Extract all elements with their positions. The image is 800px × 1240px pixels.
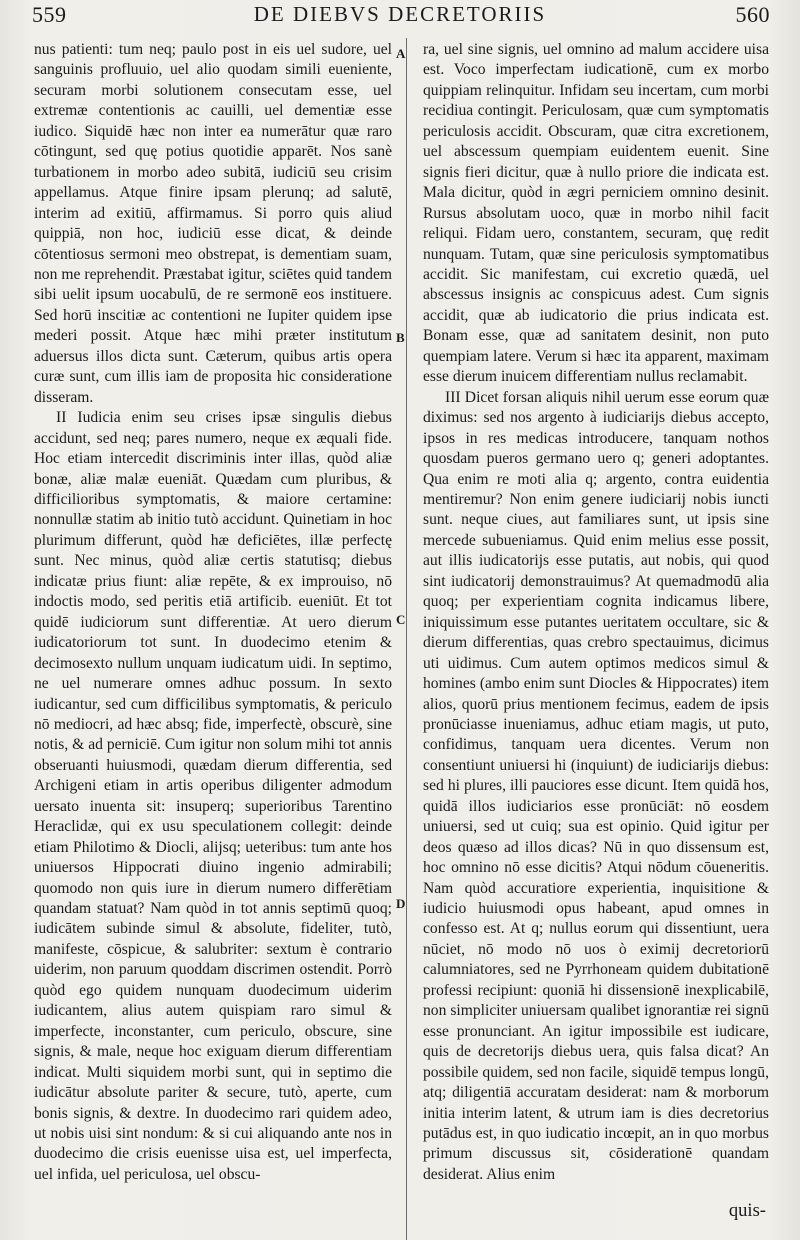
- left-column: [34, 40, 392, 1185]
- margin-marker-c: C: [396, 612, 406, 627]
- right-paragraph-1: ra, uel sine signis, uel omnino ad malum accidere uisa est. Voco imperfectam iudicationē, cum ex morbo quippiam relinquitur. Infidam seu incertam, cum morbi recidiua contingit. Periculosam, quæ cum symptomatis periculosis accidit. Obscuram, quæ citra excretionem, uel abscessum quempiam euidentem euenit. Sine signis fieri dicitur, quæ à nullo priore die indicata est. Mala dicitur, quòd in ægri perniciem omnino desinit. Rursus absolutam uoco, quæ in morbo nihil facit reliqui. Fidam uero, constantem, securam, quę redit nunquam. Tutam, quæ sine periculosis symptomatibus accidit. Sic manifestam, cui excretio quædā, uel abscessus insignis ac conspicuus adest. Cum signis accidit, quæ ab iudicatorio die prius indicata est. Bonam esse, quæ ad sanitatem desinit, non puto quempiam latere. Verum si hæc ita apparent, maximam esse dierum inuicem differentiam nullus reclamabit.: [423, 41, 769, 386]
- left-paragraph-1: nus patienti: tum neq; paulo post in eis uel sudore, uel sanguinis profluuio, uel alio quodam simili eueniente, securam morbi solutionem consecutam esse, uel extremæ contentionis ac cauilli, uel dementiæ esse iudico. Siquidē hæc non inter ea numerātur quæ raro cōtingunt, sed quę potius quotidie apparēt. Nos sanè turbationem in morbo adeo subitā, iudiciū seu crisim appellamus. Atque finire ipsam plerunq; ad salutē, interim ad exitiū, affirmamus. Si porro quis aliud quippiā, non hoc, iudiciū esse dicat, & deinde cōtentiosus sermoni meo obstrepat, is dementiam suam, non me reprehendit. Præstabat igitur, sciētes quid tandem sibi uelit ipsum uocabulū, de re sermonē eos instituere. Sed horū inscitiæ ac contentioni ne Iupiter quidem ipse mederi possit. Atque hæc mihi præter institutum aduersus illos dicta sunt. Cæterum, quibus artis opera curæ sunt, cum illis iam de proposita hic consideratione disseram.: [34, 41, 392, 406]
- left-paragraph-2: II Iudicia enim seu crises ipsæ singulis diebus accidunt, sed neq; pares numero, neque ex æquali fide. Hoc etiam intercedit discriminis inter illas, quòd aliæ bonæ, aliæ malæ eueniāt. Quædam cum pluribus, & difficilioribus symptomatis, & maiore certamine: nonnullæ statim ab initio tutò accidunt. Quinetiam in hoc plurimum differunt, quòd hæ deficiētes, illæ perfectę sunt. Nec minus, quòd aliæ certis statutisq; diebus indicatæ prius fiunt: aliæ repēte, & ex improuiso, nō indoctis modo, sed peritis etiā artificib. eueniūt. Et tot quidē iudiciorum sunt differentiæ. At uero dierum iudicatoriorum tot sunt. In duodecimo etenim & decimosexto nullum unquam iudicatum uidi. In septimo, ne uel numerare omnes adhuc possum. In sexto iudicantur, sed cum difficilibus symptomatis, & periculo nō mediocri, ad hæc absq; fide, imperfectè, obscurè, sine notis, & ad perniciē. Cum igitur non solum mihi tot annis obseruanti huiusmodi, quædam dierum differentia, sed Archigeni etiam in artis operibus diligenter admodum uersato inuenta sit: insuperq; superioribus Tarentino Heraclidæ, qui ex usu speculationem collegit: deinde etiam Philotimo & Diocli, alijsq; ueteribus: tum ante hos uniuersos Hippocrati diuino ingenio admirabili; quomodo non quis iure in dierum numero differētiam quandam statuat? Nam quòd in tot annis septimū quoq; iudicātem subinde simul & absolute, fideliter, tutò, manifeste, cōspicue, & salubriter: sextum è contrario uiderim, non paruum quoddam discrimen ostendit. Porrò quòd ego quidem nunquam duodecimum uiderim iudicantem, alius autem quispiam raro simul & imperfecte, inconstanter, cum periculo, obscure, sine signis, & male, neque hoc exiguam dierum differentiam indicat. Multi siquidem morbi sunt, qui in septimo die iudicātur absolute pariter & secure, tutò, aperte, cum bonis signis, & dextre. In duodecimo rari quidem adeo, ut nobis uisi sint nondum: & si cui aliquando ante nos in duodecimo die crisis euenisse uisa est, uel imperfecta, uel infida, uel periculosa, uel obscu-: [34, 409, 392, 1183]
- catchword: quis-: [728, 1200, 766, 1221]
- margin-marker-a: A: [396, 46, 406, 61]
- right-paragraph-2: III Dicet forsan aliquis nihil uerum esse eorum quæ diximus: sed nos argento à iudiciarijs diebus accepto, ipsos in res medicas introducere, tanquam nothos quosdam pueros germano uero q; generi adoptantes. Qua enim re moti alia q; argento, contra euidentia mentiremur? Non enim genere iudiciarij nobis iuncti sunt. neque ciues, aut familiares sunt, ut ipsis sine mercede subueniamus. Quid enim melius esse possit, aut illis iudicatorijs esse putatis, aut nobis, qui quod sint iudicatorij demonstrauimus? At quemadmodū alia quoq; per experientiam cognita indicamus libere, iniquissimum esse putantes ueritatem occultare, sic & dierum differentias, quas crebro spectauimus, dicimus uti uidimus. Cum autem optimos medicos simul & homines (ambo enim sunt Diocles & Hippocrates) item alios, quorū prius mentionem fecimus, eadem de ipsis pronūciasse inueniamus, adhuc etiam magis, ut puto, confidimus, tanquam uera dicentes. Verum non consentiunt uniuersi hi (inquiunt) de iudiciarijs diebus: sed hi plures, illi pauciores esse dicunt. Item quidā hos, quidā illos iudiciarios esse pronūciāt: nō eosdem uniuersi, sed ut cuiq; sua est opinio. Quid igitur per deos quæso ad illos dicas? Nū in quo dissensum est, hoc omnino nō esse dicitis? Atqui nōdum cōueneritis. Nam quòd accuratiore experientia, inquisitione & iudicio huiusmodi opus habeant, apud omnes in confesso est. At q; nullus eorum qui dissentiunt, uera nūciet, nō modo nō uos ò eximij decretoriorū calumniatores, sed ne Pyrrhoneam quidem dubitationē professi recipiunt: quoniā hi dissensionē inexplicabilē, non simpliciter uniuersam qualibet ignorantiæ rei signū esse pronunciant. An igitur impossibile est iudicare, quis de decretorijs diebus uera, quis falsa dicat? An possibile quidem, sed non facile, siquidē tempus longū, atq; diligentiā accuratam desiderat: nam & morborum initia interim latent, & utrum iam is dies decretorius putādus est, in quo iudicatio incœpit, an in quo morbus primum discussus sit, cōsiderationē quandam desiderat. Alius enim: [423, 388, 769, 1183]
- margin-marker-b: B: [396, 330, 405, 345]
- page-number-right: 560: [735, 2, 770, 27]
- column-divider: [406, 38, 407, 1240]
- page-number-left: 559: [32, 2, 67, 27]
- right-column: [423, 40, 769, 1185]
- running-head: [0, 0, 800, 36]
- margin-marker-d: D: [396, 896, 406, 911]
- running-title: DE DIEBVS DECRETORIIS: [253, 2, 547, 26]
